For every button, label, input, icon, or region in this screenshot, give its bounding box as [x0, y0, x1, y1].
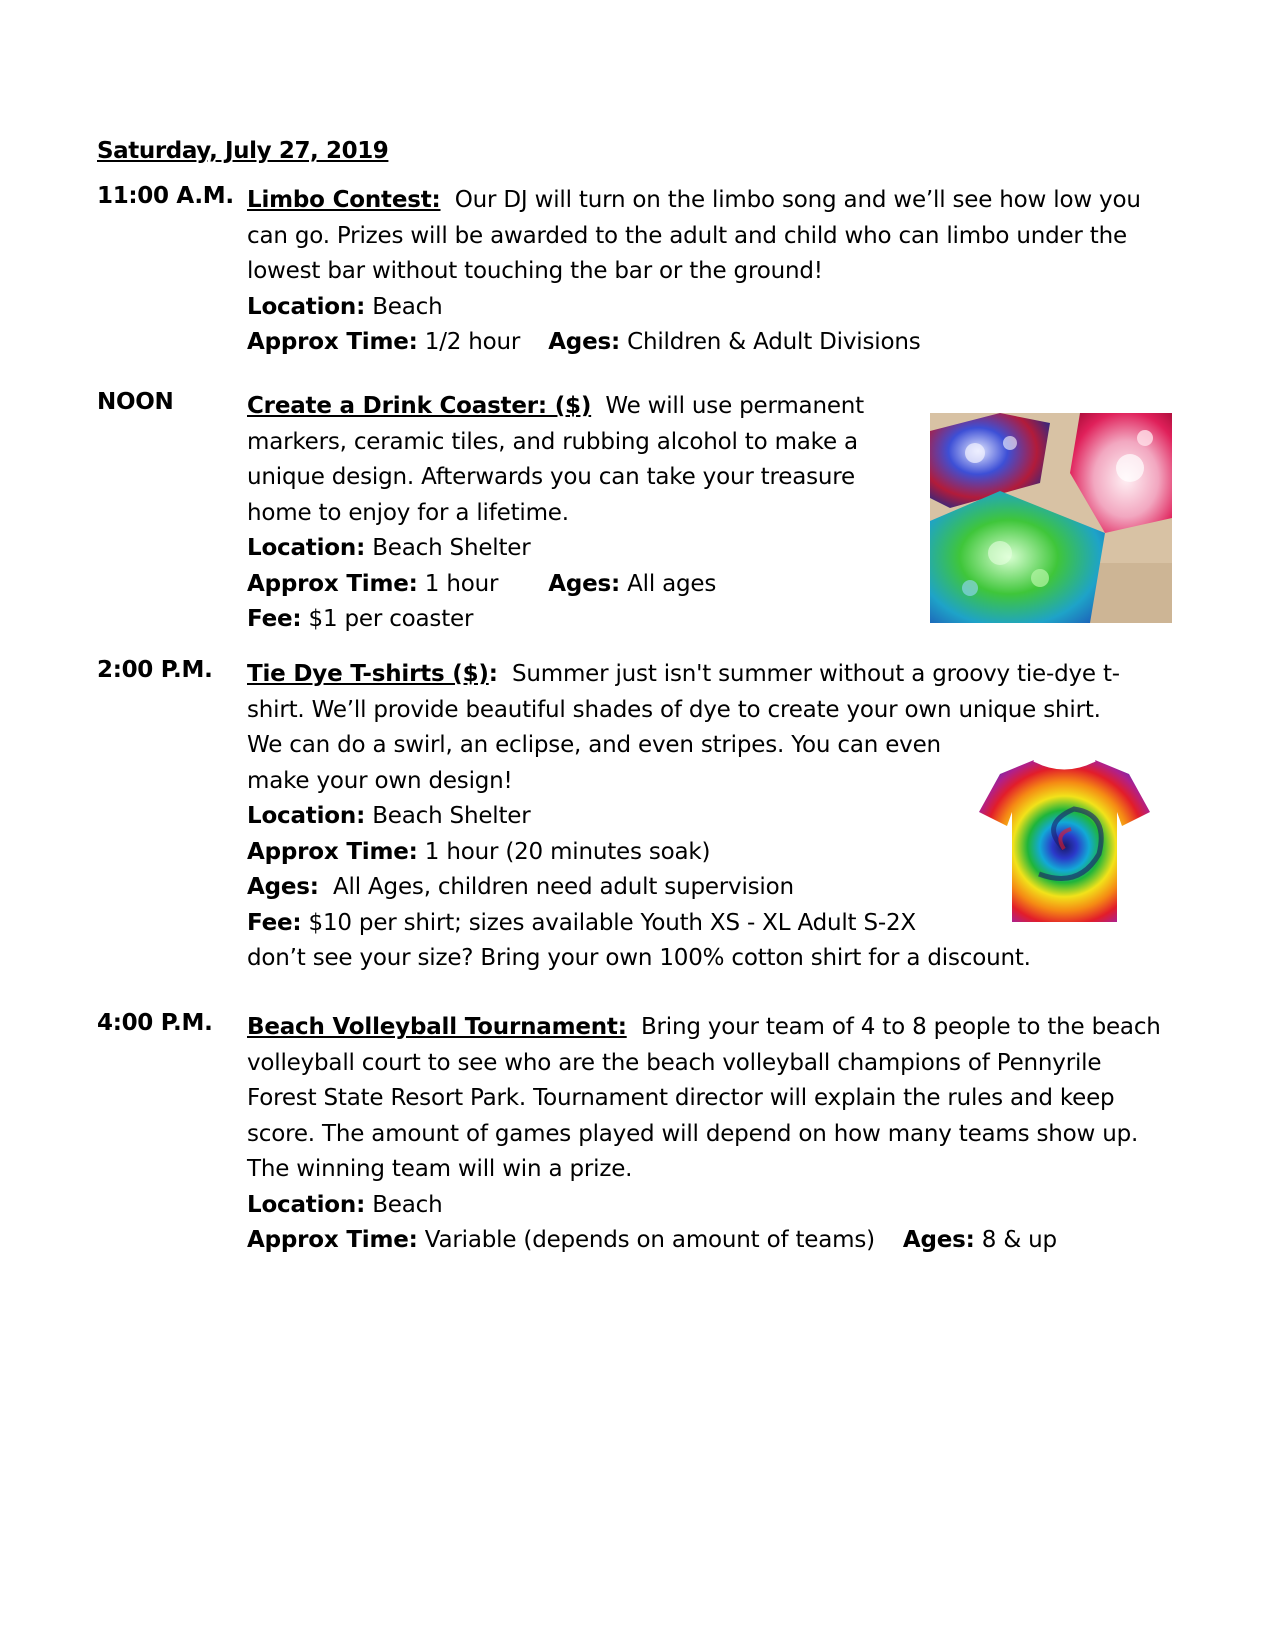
date-heading: Saturday, July 27, 2019: [97, 138, 389, 164]
approx-time-label: Approx Time:: [247, 838, 418, 865]
fee-label: Fee:: [247, 606, 302, 632]
ages-value: All ages: [627, 570, 717, 597]
fee-value: $1 per coaster: [308, 606, 474, 632]
event-time: NOON: [97, 389, 174, 415]
fee-value: $10 per shirt; sizes available Youth XS - XL Adult S-2X: [308, 909, 916, 936]
event-desc-line: unique design. Afterwards you can take your treasure: [247, 464, 855, 490]
location-label: Location:: [247, 803, 366, 829]
event-desc-line: home to enjoy for a lifetime.: [247, 499, 569, 526]
approx-time-value: Variable (depends on amount of teams): [424, 1227, 875, 1253]
approx-time-label: Approx Time:: [247, 1227, 418, 1253]
approx-time-value: 1 hour: [424, 570, 499, 597]
event-desc-line: make your own design!: [247, 767, 513, 794]
event-title: Create a Drink Coaster: ($): [247, 393, 592, 419]
event-time: 2:00 P.M.: [97, 657, 213, 683]
event-desc-line: Our DJ will turn on the limbo song and we’ll see how low you: [454, 187, 1141, 213]
location-value: Beach Shelter: [372, 803, 531, 829]
event-desc-line: The winning team will win a prize.: [247, 1156, 633, 1182]
event-title: Beach Volleyball Tournament:: [247, 1014, 627, 1040]
ages-value: 8 & up: [981, 1227, 1057, 1253]
ages-label: Ages:: [548, 570, 620, 597]
event-time: 11:00 A.M.: [97, 183, 234, 209]
event-desc-line: Summer just isn't summer without a groovy tie-dye t-: [511, 661, 1120, 687]
event-body: [247, 389, 864, 638]
event-desc-line: volleyball court to see who are the beach volleyball champions of Pennyrile: [247, 1049, 1102, 1076]
location-value: Beach: [372, 1191, 443, 1218]
ages-label: Ages:: [548, 329, 620, 355]
event-desc-line: can go. Prizes will be awarded to the adult and child who can limbo under the: [247, 222, 1127, 249]
ages-value: All Ages, children need adult supervision: [333, 874, 794, 900]
approx-time-value: 1 hour (20 minutes soak): [424, 838, 711, 865]
event-title: Limbo Contest:: [247, 187, 441, 213]
ages-label: Ages:: [247, 874, 319, 900]
event-desc-line: lowest bar without touching the bar or the ground!: [247, 258, 823, 284]
fee-label: Fee:: [247, 909, 302, 936]
tie-dye-tshirt-photo: [979, 754, 1150, 922]
approx-time-label: Approx Time:: [247, 329, 418, 355]
event-body: [247, 183, 1141, 361]
event-desc-line: score. The amount of games played will depend on how many teams show up.: [247, 1120, 1139, 1147]
location-label: Location:: [247, 1191, 366, 1218]
drink-coaster-photo: [930, 413, 1172, 623]
location-label: Location:: [247, 535, 366, 561]
location-value: Beach: [372, 293, 443, 320]
event-title-suffix: :: [488, 661, 498, 687]
event-time: 4:00 P.M.: [97, 1010, 213, 1036]
event-desc-line: markers, ceramic tiles, and rubbing alcohol to make a: [247, 428, 858, 455]
location-label: Location:: [247, 293, 366, 320]
event-desc-line: We will use permanent: [605, 393, 864, 419]
event-extra-note: don’t see your size? Bring your own 100% cotton shirt for a discount.: [247, 945, 1031, 971]
event-desc-line: We can do a swirl, an eclipse, and even stripes. You can even: [247, 732, 941, 758]
approx-time-label: Approx Time:: [247, 570, 418, 597]
location-value: Beach Shelter: [372, 535, 531, 561]
event-body: [247, 1010, 1161, 1259]
ages-label: Ages:: [902, 1227, 975, 1253]
ages-value: Children & Adult Divisions: [627, 329, 921, 355]
event-desc-line: Bring your team of 4 to 8 people to the beach: [640, 1014, 1161, 1040]
event-desc-line: shirt. We’ll provide beautiful shades of dye to create your own unique shirt.: [247, 696, 1101, 723]
event-title: Tie Dye T-shirts ($): [247, 661, 489, 687]
event-desc-line: Forest State Resort Park. Tournament director will explain the rules and keep: [247, 1085, 1115, 1111]
approx-time-value: 1/2 hour: [424, 329, 521, 355]
